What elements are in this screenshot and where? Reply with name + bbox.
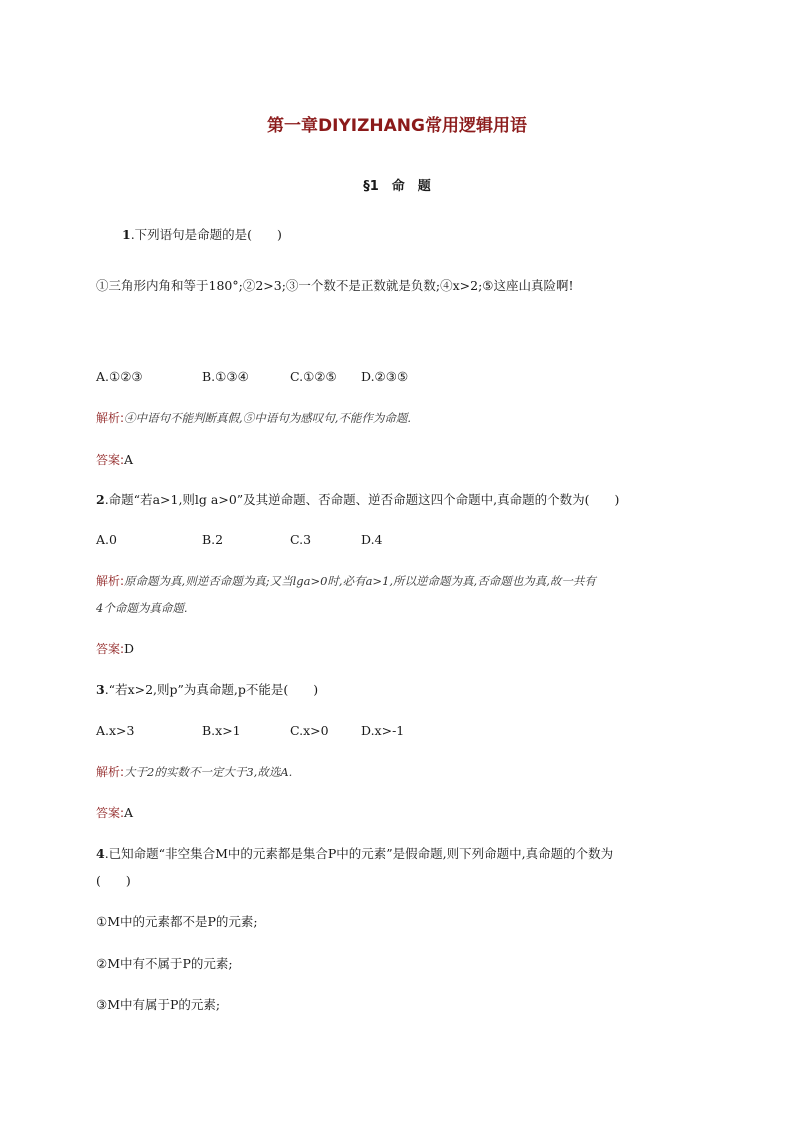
question-text: .下列语句是命题的是( ) — [130, 227, 282, 242]
option-d: D.4 — [361, 532, 383, 547]
option-b: B.x>1 — [202, 723, 241, 738]
question-2-analysis — [96, 573, 596, 589]
question-text: .已知命题“非空集合M中的元素都是集合P中的元素”是假命题,则下列命题中,真命题的个数为 — [104, 846, 614, 861]
question-1-analysis — [96, 410, 411, 426]
question-number: 4 — [96, 846, 105, 861]
analysis-label: 解析: — [96, 765, 125, 779]
question-2-stem — [96, 492, 619, 508]
option-b: B.①③④ — [202, 369, 249, 384]
option-d: D.②③⑤ — [361, 369, 409, 384]
answer-value: A — [124, 805, 134, 820]
option-a: A.①②③ — [96, 369, 143, 384]
question-4-item-1: ①M中的元素都不是P的元素; — [96, 914, 258, 929]
analysis-text: 大于2的实数不一定大于3,故选A. — [124, 765, 293, 779]
question-number: 3 — [96, 682, 105, 697]
question-4-stem — [96, 846, 613, 862]
question-3-analysis — [96, 764, 292, 780]
option-a: A.x>3 — [96, 723, 135, 738]
analysis-text: 原命题为真,则逆否命题为真;又当lga>0时,必有a>1,所以逆命题为真,否命题也为真,故一共有 — [124, 574, 596, 588]
analysis-text: ④中语句不能判断真假,⑤中语句为感叹句,不能作为命题. — [124, 411, 412, 425]
question-number: 1 — [122, 227, 131, 242]
answer-label: 答案: — [96, 806, 125, 820]
question-3-answer — [96, 805, 133, 821]
analysis-text: 4个命题为真命题. — [96, 601, 188, 615]
question-text: .“若x>2,则p”为真命题,p不能是( ) — [104, 682, 319, 697]
option-c: C.3 — [290, 532, 312, 547]
question-1-statements: ①三角形内角和等于180°;②2>3;③一个数不是正数就是负数;④x>2;⑤这座山真险啊! — [96, 278, 574, 293]
section-title: §1 命 题 — [363, 179, 431, 194]
answer-value: A — [124, 452, 134, 467]
question-1-answer — [96, 452, 133, 468]
analysis-label: 解析: — [96, 411, 125, 425]
option-d: D.x>-1 — [361, 723, 405, 738]
question-number: 2 — [96, 492, 105, 507]
option-c: C.①②⑤ — [290, 369, 337, 384]
answer-value: D — [124, 641, 135, 656]
analysis-label: 解析: — [96, 574, 125, 588]
question-4-stem-cont: ( ) — [96, 873, 131, 888]
chapter-title: 第一章DIYIZHANG常用逻辑用语 — [267, 116, 527, 136]
option-b: B.2 — [202, 532, 224, 547]
question-2-answer — [96, 641, 134, 657]
question-4-item-3: ③M中有属于P的元素; — [96, 997, 221, 1012]
answer-label: 答案: — [96, 642, 125, 656]
question-text: .命题“若a>1,则lg a>0”及其逆命题、否命题、逆否命题这四个命题中,真命题的个数为( ) — [104, 492, 620, 507]
option-a: A.0 — [96, 532, 117, 547]
question-2-analysis-cont — [96, 600, 187, 616]
answer-label: 答案: — [96, 453, 125, 467]
question-3-stem — [96, 682, 318, 698]
question-1-stem — [122, 227, 282, 243]
question-4-item-2: ②M中有不属于P的元素; — [96, 956, 233, 971]
option-c: C.x>0 — [290, 723, 329, 738]
